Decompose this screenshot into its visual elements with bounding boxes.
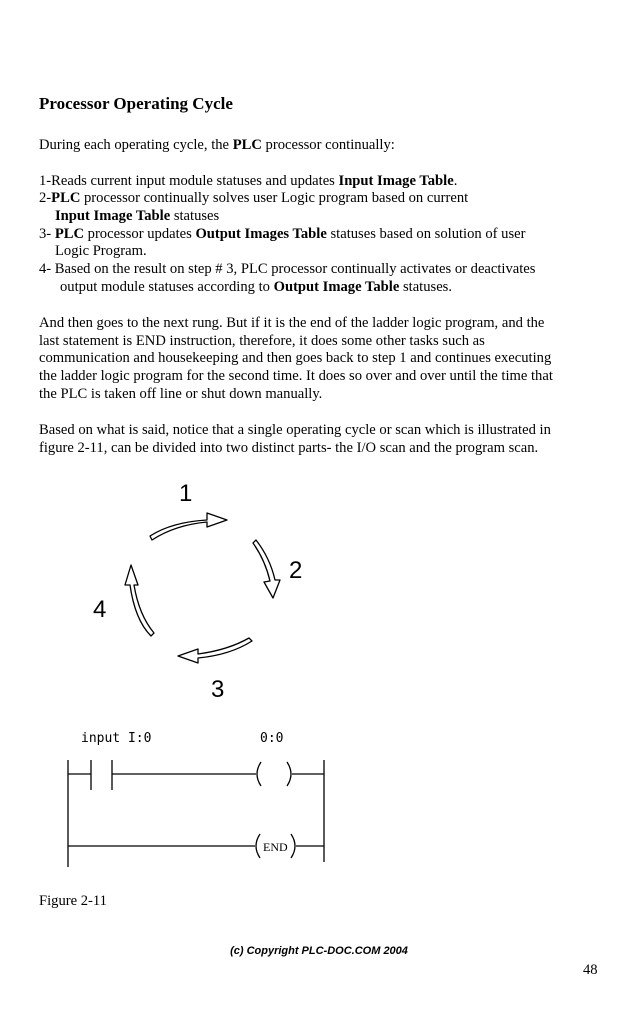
arrow-1 xyxy=(150,513,227,540)
step-3-text: processor updates xyxy=(84,226,196,242)
para1-line-2: last statement is END instruction, therefore, it does some other tasks such as xyxy=(39,333,485,349)
intro-text-c: processor continually: xyxy=(261,137,395,153)
page-number: 48 xyxy=(583,962,598,978)
step-3-bold: Output Images Table xyxy=(195,226,327,242)
step-2-plc: PLC xyxy=(51,190,81,206)
step-1-text: 1-Reads current input module statuses and updates xyxy=(39,173,339,189)
step-3-num: 3- xyxy=(39,226,55,242)
para2-line-2: figure 2-11, can be divided into two distinct parts- the I/O scan and the program scan. xyxy=(39,440,539,456)
step-3-plc: PLC xyxy=(54,226,84,242)
end-label: END xyxy=(263,840,288,854)
cycle-label-4: 4 xyxy=(93,596,107,623)
coil-left xyxy=(257,762,261,786)
end-right-paren xyxy=(291,834,295,858)
para1-line-3: communication and housekeeping and then goes back to step 1 and continues executing xyxy=(39,350,552,366)
step-4-end: statuses. xyxy=(399,279,453,295)
step-4-bold: Output Image Table xyxy=(273,279,400,295)
step-4: 4- Based on the result on step # 3, PLC processor continually activates or deactivates xyxy=(39,261,536,277)
arrow-4 xyxy=(125,565,154,636)
step-4-text: output module statuses according to xyxy=(60,279,274,295)
cycle-label-3: 3 xyxy=(211,676,225,703)
para1-line-1: And then goes to the next rung. But if it is the end of the ladder logic program, and the xyxy=(39,315,545,331)
para2-line-1: Based on what is said, notice that a single operating cycle or scan which is illustrated in xyxy=(39,422,551,438)
step-3-cont: Logic Program. xyxy=(55,243,147,259)
step-1-bold: Input Image Table xyxy=(338,173,454,189)
step-2-end: statuses xyxy=(170,208,220,224)
input-label: input I:0 xyxy=(81,731,152,746)
intro-plc: PLC xyxy=(232,137,262,153)
step-2-bold: Input Image Table xyxy=(55,208,171,224)
figure-caption: Figure 2-11 xyxy=(39,893,107,909)
intro-text-a: During each operating cycle, the xyxy=(39,137,233,153)
copyright-footer: (c) Copyright PLC-DOC.COM 2004 xyxy=(230,945,408,957)
para1-line-5: the PLC is taken off line or shut down manually. xyxy=(39,386,323,402)
section-heading: Processor Operating Cycle xyxy=(39,94,233,113)
arrow-3 xyxy=(178,638,252,663)
step-2-text: processor continually solves user Logic program based on current xyxy=(80,190,469,206)
output-label: 0:0 xyxy=(260,731,284,746)
cycle-label-1: 1 xyxy=(179,480,193,507)
arrow-2 xyxy=(253,540,280,598)
step-1-end: . xyxy=(453,173,458,189)
para1-line-4: the ladder logic program for the second time. It does so over and over until the time that xyxy=(39,368,553,384)
step-3-end: statuses based on solution of user xyxy=(326,226,526,242)
end-left-paren xyxy=(256,834,260,858)
coil-right xyxy=(287,762,291,786)
step-2-num: 2- xyxy=(39,190,52,206)
cycle-label-2: 2 xyxy=(289,557,303,584)
